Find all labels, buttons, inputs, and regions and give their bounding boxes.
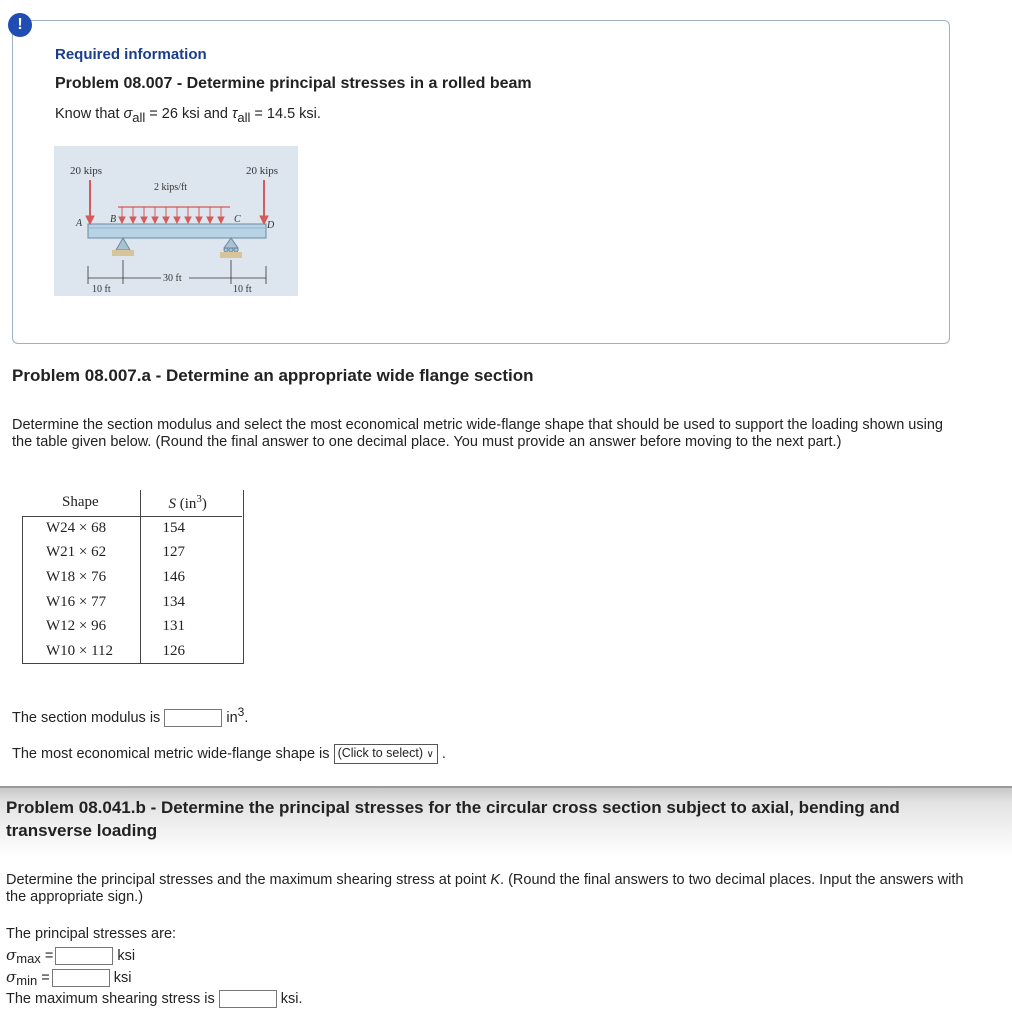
table-border-right (243, 490, 244, 664)
point-a-label: A (76, 218, 83, 229)
table-row: W24 × 68 154 (22, 516, 242, 541)
pin-support-b (116, 238, 130, 250)
col-s-header: S $(in^3)$ (140, 490, 242, 516)
beam-figure (54, 146, 298, 296)
point-d-label: D (267, 220, 275, 231)
point-load-left (86, 180, 94, 224)
beam (88, 224, 266, 238)
distributed-load-arrows (119, 207, 224, 223)
section-modulus-unit: $in^3$. (226, 705, 249, 726)
load-left-label: 20 kips (70, 165, 103, 177)
principal-stresses-label: The principal stresses are: (6, 926, 177, 942)
table-row: W21 × 62 127 (22, 541, 242, 566)
sigma-min-input[interactable] (52, 969, 110, 987)
alert-icon: ! (8, 13, 32, 37)
given-values (55, 106, 321, 125)
dim-right-label: 10 ft (233, 284, 252, 295)
load-right-label: 20 kips (246, 165, 279, 177)
roller-support-c (224, 238, 238, 248)
shape-select-prefix: The most economical metric wide-flange shape is (12, 745, 334, 762)
dist-load-label: 2 kips/ft (154, 182, 188, 193)
sigma-max-input[interactable] (55, 947, 113, 965)
sigma-max-line: σmax = ksi (6, 946, 136, 966)
point-load-right (260, 180, 268, 224)
part-a-title: Problem 08.007.a - Determine an appropriate wide flange section (12, 366, 534, 385)
sigma-subscript: all (132, 110, 146, 125)
sigma-min-line: σmin = ksi (6, 968, 132, 988)
point-c-label: C (234, 214, 241, 225)
chevron-down-icon: ∨ (426, 749, 434, 760)
table-border-bottom (22, 663, 244, 664)
point-b-label: B (110, 214, 117, 225)
section-modulus-line (12, 705, 248, 727)
know-prefix: Know that (55, 106, 124, 122)
sigma-symbol: σ (123, 106, 133, 122)
table-row: W12 × 96 131 (22, 614, 242, 639)
required-information-label: Required information (55, 46, 207, 63)
max-shear-input[interactable] (219, 990, 277, 1008)
tau-symbol: τ (231, 106, 238, 122)
part-b-title: Problem 08.041.b - Determine the principal stresses for the circular cross section subject to axial, bending and transverse loading (6, 798, 900, 840)
section-modulus-prefix: The section modulus is (12, 710, 165, 726)
problem-title: Problem 08.007 - Determine principal stresses in a rolled beam (55, 75, 532, 92)
section-modulus-input[interactable] (164, 709, 222, 727)
shape-select-line: The most economical metric wide-flange shape is (Click to select) ∨ . (12, 744, 446, 764)
part-a-instructions: Determine the section modulus and select the most economical metric wide-flange shape that should be used to support the loading shown using the table given below. (Round the final answer to one decimal place. You must provide an answer before moving to the next part.) (12, 417, 943, 450)
tau-subscript: all (237, 110, 251, 125)
table-border-left (22, 516, 23, 664)
table-row: W18 × 76 146 (22, 565, 242, 590)
table-row: W16 × 77 134 (22, 590, 242, 615)
tau-value: = 14.5 ksi. (250, 106, 321, 122)
sigma-value: = 26 ksi and (145, 106, 232, 122)
dim-left-label: 10 ft (92, 284, 111, 295)
shape-select-dropdown[interactable]: (Click to select) ∨ (334, 744, 438, 764)
max-shear-line: The maximum shearing stress is ksi. (6, 990, 303, 1007)
dim-mid-label: 30 ft (163, 273, 182, 284)
shape-table (22, 490, 242, 664)
table-row: W10 × 112 126 (22, 639, 242, 664)
part-b-instructions: Determine the principal stresses and the maximum shearing stress at point K. (Round the final answers to two decimal places. Input the answers with the appropriate sign.) (6, 872, 964, 905)
col-shape-header: Shape (22, 490, 140, 516)
